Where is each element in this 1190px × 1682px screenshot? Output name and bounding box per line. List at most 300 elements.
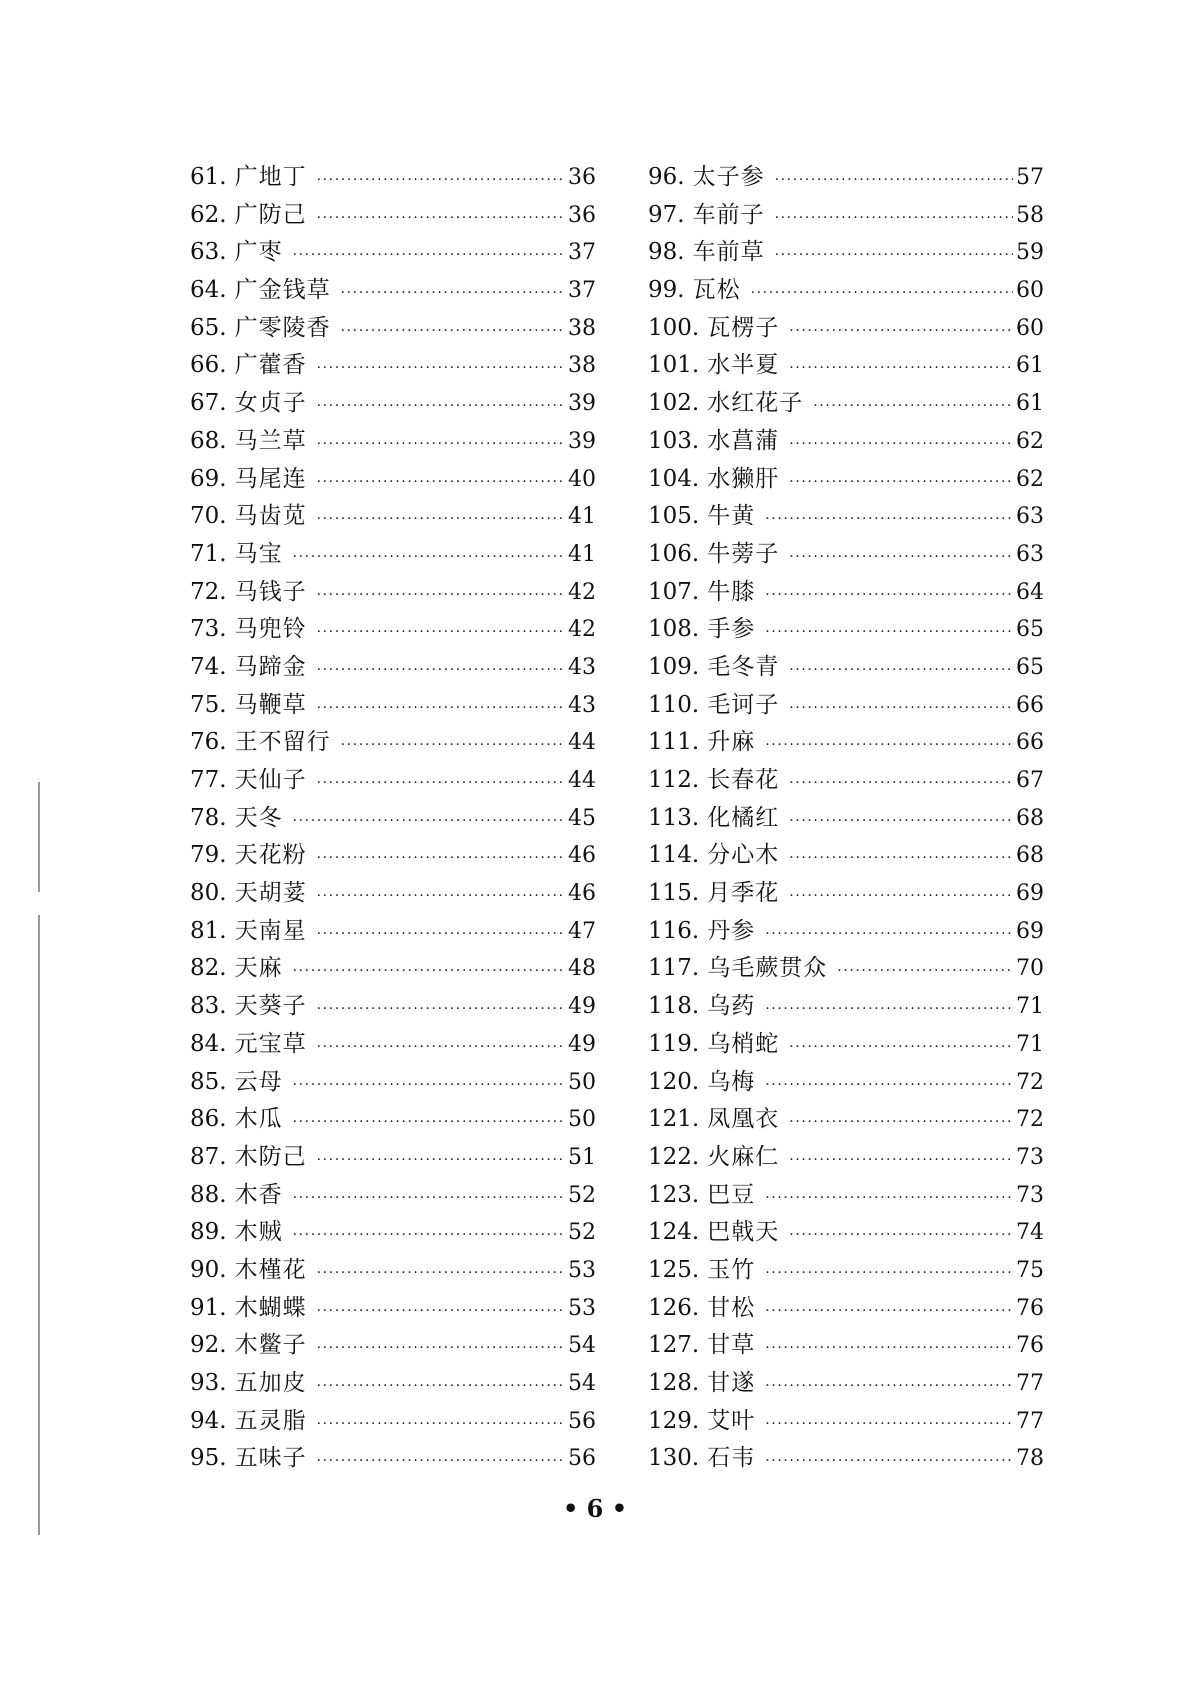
entry-number: 74. <box>190 653 227 680</box>
toc-entry <box>648 1364 1044 1402</box>
entry-number: 122. <box>648 1143 700 1170</box>
entry-number: 101. <box>648 352 700 379</box>
dot-leader <box>751 285 1013 301</box>
entry-name: 广地丁 <box>234 164 307 190</box>
entry-name: 升麻 <box>707 729 756 756</box>
entry-number: 96. <box>648 164 685 190</box>
dot-leader <box>765 1265 1013 1281</box>
toc-entry <box>648 761 1044 799</box>
dot-leader <box>789 474 1013 490</box>
entry-name: 凤凰衣 <box>707 1106 780 1133</box>
entry-page: 63 <box>1016 541 1044 567</box>
entry-number: 117. <box>648 955 700 982</box>
entry-name: 巴豆 <box>707 1181 756 1208</box>
toc-entry <box>190 233 596 271</box>
entry-name: 天葵子 <box>234 993 307 1020</box>
entry-name: 手参 <box>707 616 756 643</box>
dot-leader <box>765 1416 1013 1432</box>
toc-entry <box>190 1402 596 1440</box>
toc-entry <box>190 1364 596 1402</box>
toc-entry <box>190 874 596 912</box>
dot-leader <box>317 172 565 188</box>
entry-page: 53 <box>568 1257 596 1283</box>
dot-leader <box>765 1001 1013 1017</box>
entry-page: 68 <box>1016 805 1044 831</box>
entry-number: 111. <box>648 729 700 756</box>
dot-leader <box>789 775 1013 791</box>
entry-name: 艾叶 <box>707 1407 756 1434</box>
entry-name: 水红花子 <box>707 390 804 417</box>
dot-leader <box>317 1039 565 1055</box>
entry-page: 38 <box>568 353 596 379</box>
dot-leader <box>317 1265 565 1281</box>
entry-name: 王不留行 <box>234 729 331 756</box>
dot-leader <box>789 700 1013 716</box>
entry-name: 天冬 <box>234 804 283 831</box>
entry-name: 广防己 <box>234 201 307 228</box>
entry-number: 62. <box>190 201 227 228</box>
dot-leader <box>837 963 1013 979</box>
entry-number: 119. <box>648 1030 700 1057</box>
toc-entry <box>190 836 596 874</box>
entry-page: 60 <box>1016 278 1044 304</box>
toc-entry <box>190 158 596 196</box>
entry-number: 81. <box>190 917 227 944</box>
entry-name: 分心木 <box>707 842 780 869</box>
entry-name: 五灵脂 <box>234 1407 307 1434</box>
entry-number: 98. <box>648 239 685 266</box>
toc-entry <box>190 497 596 535</box>
entry-page: 62 <box>1016 466 1044 492</box>
toc-entry <box>648 1213 1044 1251</box>
entry-number: 114. <box>648 842 700 869</box>
dot-leader <box>317 587 565 603</box>
entry-name: 天胡荽 <box>234 880 307 907</box>
toc-entry <box>648 1063 1044 1101</box>
entry-page: 78 <box>1016 1446 1044 1472</box>
dot-leader <box>317 1001 565 1017</box>
toc-entry <box>190 610 596 648</box>
dot-leader <box>317 436 565 452</box>
entry-number: 77. <box>190 767 227 793</box>
dot-leader <box>789 360 1013 376</box>
entry-page: 52 <box>568 1182 596 1208</box>
toc-entry <box>648 686 1044 724</box>
toc-entry <box>190 1213 596 1251</box>
entry-number: 109. <box>648 653 700 680</box>
entry-number: 103. <box>648 427 700 454</box>
dot-leader <box>317 662 565 678</box>
toc-entry <box>648 874 1044 912</box>
entry-name: 木槿花 <box>234 1256 307 1283</box>
entry-page: 68 <box>1016 843 1044 869</box>
dot-leader <box>789 1152 1013 1168</box>
entry-number: 69. <box>190 465 227 492</box>
toc-entry <box>648 949 1044 987</box>
entry-name: 马兰草 <box>234 427 307 454</box>
toc-entry <box>190 1063 596 1101</box>
entry-page: 50 <box>568 1069 596 1095</box>
entry-page: 56 <box>568 1446 596 1472</box>
entry-number: 108. <box>648 616 700 643</box>
entry-name: 牛黄 <box>707 503 756 530</box>
dot-leader <box>765 1453 1013 1469</box>
entry-page: 52 <box>568 1220 596 1246</box>
entry-page: 49 <box>568 1031 596 1057</box>
dot-leader <box>293 963 565 979</box>
dot-leader <box>765 587 1013 603</box>
entry-number: 63. <box>190 239 227 266</box>
entry-page: 41 <box>568 504 596 530</box>
entry-page: 46 <box>568 843 596 869</box>
entry-name: 乌药 <box>707 993 756 1020</box>
entry-number: 102. <box>648 390 700 417</box>
toc-entry <box>648 1100 1044 1138</box>
entry-number: 72. <box>190 578 227 605</box>
entry-number: 61. <box>190 164 227 190</box>
entry-number: 84. <box>190 1030 227 1057</box>
entry-page: 36 <box>568 202 596 228</box>
dot-leader <box>789 888 1013 904</box>
entry-page: 64 <box>1016 579 1044 605</box>
toc-entry <box>190 1138 596 1176</box>
entry-page: 54 <box>568 1371 596 1396</box>
dot-leader <box>765 1378 1013 1394</box>
dot-leader <box>317 624 565 640</box>
entry-name: 车前子 <box>692 201 765 228</box>
entry-page: 66 <box>1016 692 1044 718</box>
entry-number: 64. <box>190 277 227 304</box>
entry-page: 63 <box>1016 504 1044 530</box>
scan-margin-line-top <box>38 782 40 892</box>
entry-number: 88. <box>190 1181 227 1208</box>
dot-leader <box>317 926 565 942</box>
entry-page: 62 <box>1016 428 1044 454</box>
entry-page: 50 <box>568 1107 596 1133</box>
toc-entry <box>648 196 1044 234</box>
entry-number: 118. <box>648 993 700 1020</box>
entry-number: 87. <box>190 1143 227 1170</box>
entry-name: 乌梢蛇 <box>707 1030 780 1057</box>
dot-leader <box>317 850 565 866</box>
entry-number: 82. <box>190 955 227 982</box>
entry-page: 42 <box>568 617 596 643</box>
dot-leader <box>317 888 565 904</box>
entry-name: 马蹄金 <box>234 653 307 680</box>
toc-entry <box>190 573 596 611</box>
entry-name: 广零陵香 <box>234 314 331 341</box>
entry-number: 105. <box>648 503 700 530</box>
entry-page: 37 <box>568 240 596 266</box>
entry-number: 126. <box>648 1294 700 1321</box>
entry-page: 43 <box>568 692 596 718</box>
toc-entry <box>190 271 596 309</box>
toc-entry <box>190 686 596 724</box>
entry-page: 47 <box>568 918 596 944</box>
entry-name: 天南星 <box>234 917 307 944</box>
entry-page: 57 <box>1016 165 1044 190</box>
dot-leader <box>775 172 1013 188</box>
entry-number: 93. <box>190 1370 227 1396</box>
entry-name: 五加皮 <box>234 1370 307 1396</box>
entry-name: 太子参 <box>692 164 765 190</box>
entry-name: 瓦楞子 <box>707 314 780 341</box>
dot-leader <box>765 511 1013 527</box>
entry-page: 73 <box>1016 1144 1044 1170</box>
entry-number: 112. <box>648 767 700 793</box>
entry-name: 木防己 <box>234 1143 307 1170</box>
entry-number: 121. <box>648 1106 700 1133</box>
entry-page: 53 <box>568 1295 596 1321</box>
entry-number: 99. <box>648 277 685 304</box>
dot-leader <box>293 549 565 565</box>
entry-page: 70 <box>1016 956 1044 982</box>
entry-number: 83. <box>190 993 227 1020</box>
entry-page: 44 <box>568 768 596 793</box>
entry-number: 104. <box>648 465 700 492</box>
dot-leader <box>789 323 1013 339</box>
entry-page: 75 <box>1016 1257 1044 1283</box>
dot-leader <box>317 1416 565 1432</box>
dot-leader <box>317 1152 565 1168</box>
entry-number: 90. <box>190 1256 227 1283</box>
entry-number: 79. <box>190 842 227 869</box>
entry-name: 云母 <box>234 1068 283 1095</box>
toc-entry <box>648 271 1044 309</box>
entry-name: 木贼 <box>234 1219 283 1246</box>
entry-number: 68. <box>190 427 227 454</box>
entry-name: 乌毛蕨贯众 <box>707 955 828 982</box>
toc-entry <box>190 460 596 498</box>
toc-entry <box>190 799 596 837</box>
dot-leader <box>317 1378 565 1394</box>
entry-page: 38 <box>568 315 596 341</box>
entry-name: 火麻仁 <box>707 1143 780 1170</box>
entry-name: 木香 <box>234 1181 283 1208</box>
toc-entry <box>648 460 1044 498</box>
entry-number: 71. <box>190 540 227 567</box>
dot-leader <box>765 1190 1013 1206</box>
toc-entry <box>648 610 1044 648</box>
toc-entry <box>190 384 596 422</box>
entry-number: 73. <box>190 616 227 643</box>
dot-leader <box>789 436 1013 452</box>
entry-number: 89. <box>190 1219 227 1246</box>
dot-leader <box>765 1077 1013 1093</box>
toc-entry <box>648 233 1044 271</box>
toc-entry <box>648 158 1044 196</box>
dot-leader <box>789 850 1013 866</box>
toc-entry <box>190 723 596 761</box>
dot-leader <box>765 1340 1013 1356</box>
toc-entry <box>190 912 596 950</box>
dot-leader <box>293 813 565 829</box>
entry-name: 化橘红 <box>707 804 780 831</box>
entry-name: 乌梅 <box>707 1068 756 1095</box>
dot-leader <box>317 210 565 226</box>
scan-margin-line-bottom <box>38 915 40 1535</box>
dot-leader <box>317 360 565 376</box>
toc-entry <box>648 309 1044 347</box>
dot-leader <box>813 398 1013 414</box>
entry-number: 91. <box>190 1294 227 1321</box>
toc-entry <box>190 987 596 1025</box>
dot-leader <box>317 398 565 414</box>
toc-entry <box>190 1100 596 1138</box>
toc-entry <box>190 949 596 987</box>
entry-page: 44 <box>568 730 596 756</box>
entry-name: 广金钱草 <box>234 277 331 304</box>
entry-page: 61 <box>1016 391 1044 417</box>
entry-page: 40 <box>568 466 596 492</box>
entry-name: 车前草 <box>692 239 765 266</box>
dot-leader <box>293 247 565 263</box>
dot-leader <box>293 1114 565 1130</box>
toc-entry <box>190 1176 596 1214</box>
entry-number: 116. <box>648 917 700 944</box>
entry-page: 74 <box>1016 1220 1044 1246</box>
entry-name: 牛蒡子 <box>707 540 780 567</box>
entry-page: 73 <box>1016 1182 1044 1208</box>
entry-number: 128. <box>648 1370 700 1396</box>
entry-page: 72 <box>1016 1107 1044 1133</box>
dot-leader <box>317 1453 565 1469</box>
entry-name: 木鳖子 <box>234 1332 307 1359</box>
dot-leader <box>789 549 1013 565</box>
entry-number: 115. <box>648 880 700 907</box>
dot-leader <box>789 1227 1013 1243</box>
entry-name: 木瓜 <box>234 1106 283 1133</box>
entry-number: 110. <box>648 691 700 718</box>
entry-page: 71 <box>1016 994 1044 1020</box>
toc-entry <box>648 422 1044 460</box>
entry-page: 72 <box>1016 1069 1044 1095</box>
dot-leader <box>775 247 1013 263</box>
entry-name: 毛冬青 <box>707 653 780 680</box>
entry-number: 123. <box>648 1181 700 1208</box>
entry-page: 48 <box>568 956 596 982</box>
entry-name: 天花粉 <box>234 842 307 869</box>
entry-page: 66 <box>1016 730 1044 756</box>
entry-name: 牛膝 <box>707 578 756 605</box>
entry-name: 水菖蒲 <box>707 427 780 454</box>
entry-name: 甘松 <box>707 1294 756 1321</box>
toc-entry <box>648 1025 1044 1063</box>
entry-name: 马齿苋 <box>234 503 307 530</box>
dot-leader <box>317 1303 565 1319</box>
entry-number: 80. <box>190 880 227 907</box>
entry-name: 木蝴蝶 <box>234 1294 307 1321</box>
entry-page: 42 <box>568 579 596 605</box>
dot-leader <box>775 210 1013 226</box>
entry-page: 77 <box>1016 1371 1044 1396</box>
entry-page: 43 <box>568 654 596 680</box>
entry-name: 马兜铃 <box>234 616 307 643</box>
entry-name: 瓦松 <box>692 277 741 304</box>
toc-entry <box>648 1439 1044 1477</box>
dot-leader <box>789 1039 1013 1055</box>
entry-number: 124. <box>648 1219 700 1246</box>
entry-number: 120. <box>648 1068 700 1095</box>
toc-entry <box>648 384 1044 422</box>
entry-page: 58 <box>1016 202 1044 228</box>
toc-entry <box>190 648 596 686</box>
toc-entry <box>190 346 596 384</box>
entry-number: 129. <box>648 1407 700 1434</box>
entry-page: 41 <box>568 541 596 567</box>
entry-page: 60 <box>1016 315 1044 341</box>
entry-page: 37 <box>568 278 596 304</box>
toc-entry <box>190 1289 596 1327</box>
dot-leader <box>765 1303 1013 1319</box>
entry-name: 马鞭草 <box>234 691 307 718</box>
entry-number: 94. <box>190 1407 227 1434</box>
entry-number: 92. <box>190 1332 227 1359</box>
entry-number: 125. <box>648 1256 700 1283</box>
entry-number: 76. <box>190 729 227 756</box>
entry-name: 月季花 <box>707 880 780 907</box>
entry-name: 甘草 <box>707 1332 756 1359</box>
entry-page: 69 <box>1016 881 1044 907</box>
toc-entry <box>648 535 1044 573</box>
entry-page: 65 <box>1016 654 1044 680</box>
toc-entry <box>648 1251 1044 1289</box>
toc-entry <box>190 196 596 234</box>
dot-leader <box>789 662 1013 678</box>
entry-number: 97. <box>648 201 685 228</box>
toc-entry <box>190 1439 596 1477</box>
entry-page: 59 <box>1016 240 1044 266</box>
dot-leader <box>341 285 565 301</box>
entry-name: 水獭肝 <box>707 465 780 492</box>
entry-name: 石韦 <box>707 1445 756 1472</box>
entry-page: 46 <box>568 881 596 907</box>
toc-entry <box>648 1138 1044 1176</box>
dot-leader <box>293 1190 565 1206</box>
entry-name: 天仙子 <box>234 767 307 793</box>
dot-leader <box>765 624 1013 640</box>
toc-entry <box>190 1251 596 1289</box>
toc-entry <box>648 723 1044 761</box>
entry-name: 马钱子 <box>234 578 307 605</box>
entry-number: 75. <box>190 691 227 718</box>
toc-entry <box>190 535 596 573</box>
entry-name: 水半夏 <box>707 352 780 379</box>
entry-page: 61 <box>1016 353 1044 379</box>
entry-name: 丹参 <box>707 917 756 944</box>
dot-leader <box>317 1340 565 1356</box>
entry-number: 70. <box>190 503 227 530</box>
entry-number: 85. <box>190 1068 227 1095</box>
entry-number: 100. <box>648 314 700 341</box>
toc-entry <box>648 1289 1044 1327</box>
dot-leader <box>317 700 565 716</box>
entry-page: 39 <box>568 428 596 454</box>
toc-column-left <box>190 158 596 1477</box>
dot-leader <box>789 1114 1013 1130</box>
entry-name: 广枣 <box>234 239 283 266</box>
entry-page: 45 <box>568 805 596 831</box>
entry-page: 49 <box>568 994 596 1020</box>
entry-page: 67 <box>1016 768 1044 793</box>
entry-name: 巴戟天 <box>707 1219 780 1246</box>
toc-entry <box>648 1402 1044 1440</box>
entry-page: 56 <box>568 1408 596 1434</box>
dot-leader <box>293 1077 565 1093</box>
entry-number: 130. <box>648 1445 700 1472</box>
entry-page: 54 <box>568 1333 596 1359</box>
toc-entry <box>190 422 596 460</box>
